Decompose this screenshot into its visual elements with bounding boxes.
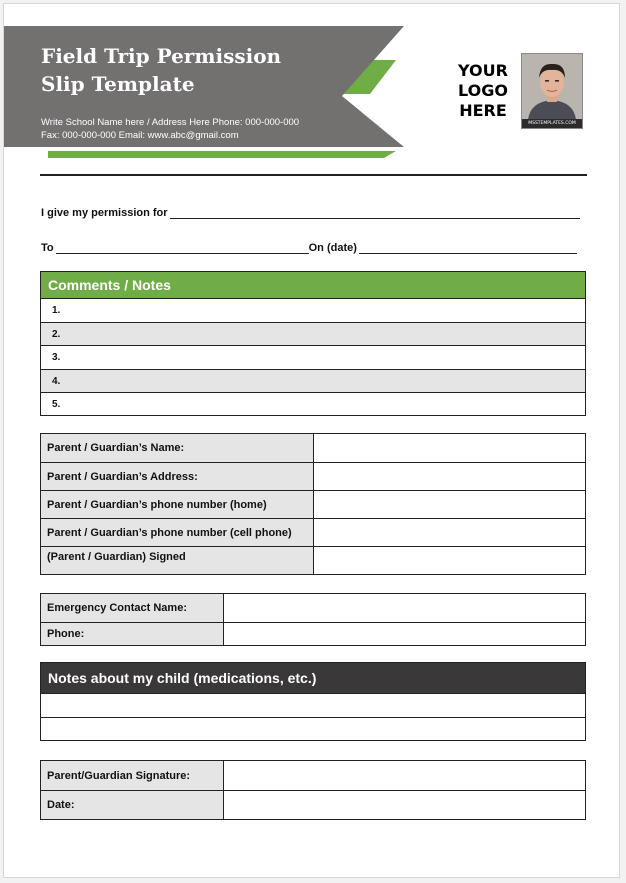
permission-label: I give my permission for: [41, 207, 168, 219]
to-input[interactable]: [56, 241, 309, 254]
permission-input[interactable]: [170, 206, 580, 219]
emergency-phone-label: Phone:: [41, 623, 224, 646]
guardian-address-label: Parent / Guardian’s Address:: [41, 463, 314, 491]
contact-line-1: Write School Name here / Address Here Phone: 000-000-000: [41, 117, 300, 128]
guardian-table: [40, 433, 586, 575]
on-date-label: On (date): [308, 242, 357, 254]
contact-line-2: Fax: 000-000-000 Email: www.abc@gmail.com: [41, 130, 239, 141]
child-notes-row[interactable]: [41, 718, 586, 741]
to-date-line: [41, 241, 577, 254]
guardian-name-input[interactable]: [314, 434, 586, 463]
comment-row[interactable]: 5.: [41, 393, 586, 416]
guardian-name-label: Parent / Guardian’s Name:: [41, 434, 314, 463]
signature-label: Parent/Guardian Signature:: [41, 761, 224, 791]
comment-row[interactable]: 1.: [41, 299, 586, 323]
school-contact: [41, 116, 361, 142]
comments-header: Comments / Notes: [41, 272, 586, 299]
date-label: Date:: [41, 791, 224, 820]
guardian-signed-input[interactable]: [314, 547, 586, 575]
banner-green-strip: [48, 151, 396, 158]
guardian-home-phone-input[interactable]: [314, 491, 586, 519]
portrait-photo: [521, 53, 583, 129]
header-divider: [40, 174, 587, 176]
to-label: To: [41, 242, 54, 254]
guardian-address-input[interactable]: [314, 463, 586, 491]
logo-line-3: HERE: [459, 101, 507, 120]
date-input[interactable]: [224, 791, 586, 820]
on-date-input[interactable]: [359, 241, 577, 254]
title-line-1: Field Trip Permission: [41, 44, 282, 68]
emergency-phone-input[interactable]: [224, 623, 586, 646]
signature-input[interactable]: [224, 761, 586, 791]
comment-row[interactable]: 2.: [41, 323, 586, 346]
child-notes-table: [40, 662, 586, 741]
comment-row[interactable]: 3.: [41, 346, 586, 370]
person-icon: [522, 54, 582, 120]
emergency-table: [40, 593, 586, 646]
guardian-home-phone-label: Parent / Guardian’s phone number (home): [41, 491, 314, 519]
guardian-cell-phone-input[interactable]: [314, 519, 586, 547]
comments-table: [40, 271, 586, 416]
logo-placeholder: [452, 61, 514, 121]
document-page: [3, 3, 620, 878]
document-title: [41, 42, 341, 98]
child-notes-row[interactable]: [41, 694, 586, 718]
permission-line: [41, 206, 580, 219]
logo-line-2: LOGO: [458, 81, 508, 100]
photo-caption: MSSTEMPLATES.COM: [522, 119, 582, 128]
guardian-signed-label: (Parent / Guardian) Signed: [41, 547, 314, 575]
logo-line-1: YOUR: [458, 61, 508, 80]
comment-row[interactable]: 4.: [41, 370, 586, 393]
emergency-name-input[interactable]: [224, 594, 586, 623]
signature-table: [40, 760, 586, 820]
emergency-name-label: Emergency Contact Name:: [41, 594, 224, 623]
guardian-cell-phone-label: Parent / Guardian’s phone number (cell phone): [41, 519, 314, 547]
child-notes-header: Notes about my child (medications, etc.): [41, 663, 586, 694]
title-line-2: Slip Template: [41, 72, 195, 96]
